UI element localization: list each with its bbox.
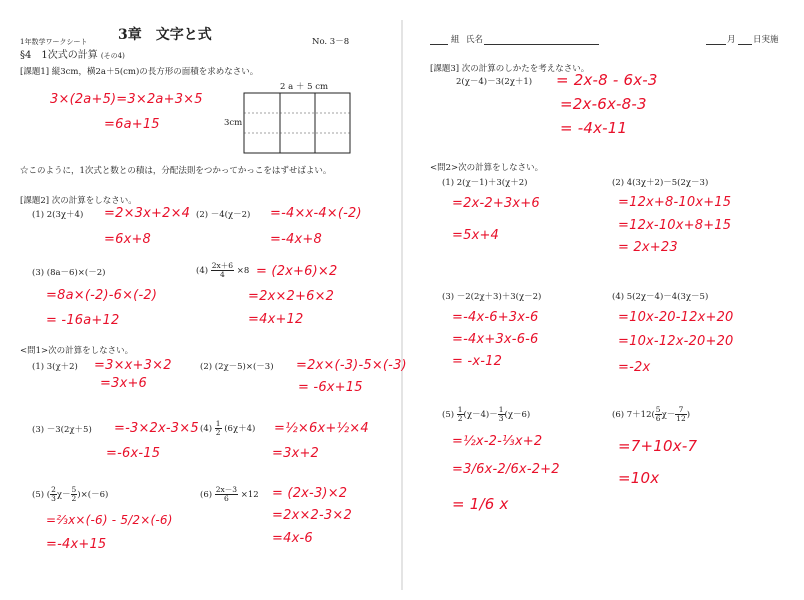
problem-label: (2) xyxy=(196,210,209,220)
problem-expression: (2χ－5)×(－3) xyxy=(214,362,274,372)
q1-problem-5: (5) ( $\frac{2}{3}$ χ－ $\frac{5}{2}$ )×(－6) xyxy=(32,485,109,503)
fraction-denominator: 2 xyxy=(71,494,77,503)
q1-problem-2 xyxy=(200,362,274,373)
task3-answer-2: =2x-6x-8-3 xyxy=(560,95,647,113)
day-label: 日実施 xyxy=(753,35,779,45)
q2-problem-2 xyxy=(612,178,708,189)
q2-problem-3 xyxy=(442,292,541,303)
problem-label: (6) xyxy=(612,410,625,420)
fraction-numerator: 5 xyxy=(71,485,77,494)
task3-prompt: [課題3] 次の計算のしかたを考えなさい。 xyxy=(430,64,590,74)
problem-expression: 2(χ－1)＋3(χ＋2) xyxy=(456,178,528,188)
fraction-denominator: 12 xyxy=(676,414,686,423)
class-label: 組 xyxy=(451,35,460,45)
problem-label: (1) xyxy=(32,210,45,220)
fraction xyxy=(211,262,234,279)
fraction-numerator: 7 xyxy=(675,406,687,415)
task2-2-answer-2: =-4x+8 xyxy=(270,232,322,247)
worksheet-number: No. 3－8 xyxy=(312,37,350,47)
task3-answer-1: = 2x-8 - 6x-3 xyxy=(556,71,658,89)
task2-4-answer-2: =4x+12 xyxy=(248,312,304,327)
q1-2-answer-2: = -6x+15 xyxy=(298,380,363,395)
fraction xyxy=(457,406,464,423)
q2-prompt: <問2>次の計算をしなさい。 xyxy=(430,163,544,173)
q2-5-answer-3: = 1/6 x xyxy=(452,495,509,513)
section-title xyxy=(20,50,125,62)
problem-label: (6) xyxy=(200,490,213,500)
problem-expression: χ－ xyxy=(661,410,676,420)
rect-top-label: 2 a ＋ 5 cm xyxy=(280,82,329,92)
task2-1-answer-1: =2×3x+2×4 xyxy=(104,206,191,221)
task3-expression: 2(χ－4)－3(2χ＋1) xyxy=(456,77,533,87)
task2-problem-2 xyxy=(196,210,250,221)
q1-2-answer-1: =2x×(-3)-5×(-3) xyxy=(296,358,407,373)
problem-label: (1) xyxy=(442,178,455,188)
q2-5-answer-1: =½x-2-⅓x+2 xyxy=(452,434,543,449)
fraction xyxy=(655,406,662,423)
q2-4-answer-2: =10x-12x-20+20 xyxy=(618,334,734,349)
q1-6-answer-2: =2x×2-3×2 xyxy=(272,508,352,523)
fraction-denominator: 6 xyxy=(224,494,229,503)
fraction-numerator: 2x－3 xyxy=(215,485,238,494)
q1-1-answer-2: =3x+6 xyxy=(100,376,148,391)
problem-expression: ×(－6) xyxy=(80,490,109,500)
q2-5-answer-2: =3/6x-2/6x-2+2 xyxy=(452,462,560,477)
q2-problem-1 xyxy=(442,178,527,189)
q2-2-answer-3: = 2x+23 xyxy=(618,240,678,255)
problem-label: (1) xyxy=(32,362,45,372)
problem-expression: ) xyxy=(686,410,691,420)
task2-3-answer-1: =8a×(-2)-6×(-2) xyxy=(46,288,158,303)
problem-label: (5) xyxy=(32,490,45,500)
month-blank[interactable] xyxy=(706,44,726,45)
fraction xyxy=(675,406,687,423)
q1-4-answer-1: =½×6x+½×4 xyxy=(274,421,369,436)
section-name: §4 1次式の計算 xyxy=(20,50,98,61)
fraction-numerator: 2x＋6 xyxy=(211,261,234,270)
fraction xyxy=(215,486,238,503)
fraction-denominator: 3 xyxy=(498,414,504,423)
problem-expression: －4(χ－2) xyxy=(210,210,251,220)
rect-side-label: 3cm xyxy=(224,118,243,128)
fraction-denominator: 4 xyxy=(220,270,225,279)
chapter-title: 3章 文字と式 xyxy=(118,27,212,43)
problem-expression: (χ－4)－ xyxy=(463,410,498,420)
name-blank[interactable] xyxy=(484,44,599,45)
q2-6-answer-2: =10x xyxy=(618,469,660,487)
fraction-denominator: 2 xyxy=(215,428,221,437)
fraction xyxy=(71,486,78,503)
problem-multiplier: ×8 xyxy=(236,266,250,276)
q2-3-answer-3: = -x-12 xyxy=(452,354,503,369)
fraction-denominator: 2 xyxy=(457,414,463,423)
problem-label: (4) xyxy=(200,424,213,434)
task2-prompt: [課題2] 次の計算をしなさい。 xyxy=(20,196,137,206)
q2-2-answer-1: =12x+8-10x+15 xyxy=(618,195,732,210)
q1-problem-6 xyxy=(200,486,259,503)
fraction xyxy=(50,486,57,503)
problem-expression: 4(3χ＋2)－5(2χ－3) xyxy=(626,178,709,188)
rectangle-diagram xyxy=(244,93,350,153)
q1-5-answer-1: =⅔x×(-6) - 5/2×(-6) xyxy=(46,513,173,527)
problem-label: (5) xyxy=(442,410,455,420)
q2-problem-5 xyxy=(442,406,530,423)
q1-6-answer-1: = (2x-3)×2 xyxy=(272,486,348,501)
task1-prompt: [課題1] 縦3cm，横2a＋5(cm)の長方形の面積を求めなさい。 xyxy=(20,67,259,77)
fraction xyxy=(498,406,505,423)
task3-answer-3: = -4x-11 xyxy=(560,119,628,137)
fraction-numerator: 1 xyxy=(498,405,504,414)
problem-expression: 3(χ＋2) xyxy=(46,362,78,372)
month-label: 月 xyxy=(727,35,736,45)
problem-label: (4) xyxy=(196,266,209,276)
problem-expression: (χ－6) xyxy=(504,410,531,420)
task2-problem-1 xyxy=(32,210,83,221)
q1-prompt: <問1>次の計算をしなさい。 xyxy=(20,346,134,356)
day-blank[interactable] xyxy=(738,44,752,45)
q2-6-answer-1: =7+10x-7 xyxy=(618,437,698,455)
q1-3-answer-1: =-3×2x-3×5 xyxy=(114,421,199,436)
task2-2-answer-1: =-4×x-4×(-2) xyxy=(270,206,362,221)
problem-expression: －3(2χ＋5) xyxy=(46,425,92,435)
q1-problem-3 xyxy=(32,425,92,436)
task2-4-answer-0: = (2x+6)×2 xyxy=(256,264,338,279)
q2-3-answer-1: =-4x-6+3x-6 xyxy=(452,310,539,325)
problem-expression: ×12 xyxy=(240,490,259,500)
q1-3-answer-2: =-6x-15 xyxy=(106,446,161,461)
task1-answer-line2: =6a+15 xyxy=(104,117,160,132)
q2-3-answer-2: =-4x+3x-6-6 xyxy=(452,332,539,347)
problem-label: (3) xyxy=(32,425,45,435)
q1-6-answer-3: =4x-6 xyxy=(272,531,313,546)
problem-label: (3) xyxy=(32,268,45,278)
q2-1-answer-2: =5x+4 xyxy=(452,228,500,243)
fraction xyxy=(215,420,222,437)
task2-1-answer-2: =6x+8 xyxy=(104,232,152,247)
q1-4-answer-2: =3x+2 xyxy=(272,446,320,461)
distributive-note: ☆このように，1次式と数との積は，分配法則をつかってかっこをはずせばよい。 xyxy=(20,166,332,176)
task2-problem-4 xyxy=(196,262,249,279)
task1-answer-line1: 3×(2a+5)=3×2a+3×5 xyxy=(50,92,203,107)
class-blank[interactable] xyxy=(430,44,448,45)
section-sub: (その4) xyxy=(100,52,125,60)
problem-label: (3) xyxy=(442,292,455,302)
problem-expression: 2(3χ＋4) xyxy=(46,210,84,220)
fraction-denominator: 6 xyxy=(655,414,661,423)
q2-2-answer-2: =12x-10x+8+15 xyxy=(618,218,732,233)
problem-expression: 5(2χ－4)－4(3χ－5) xyxy=(626,292,709,302)
fraction-numerator: 1 xyxy=(215,419,221,428)
name-label: 氏名 xyxy=(466,35,484,45)
worksheet-label: 1年数学ワークシート xyxy=(20,38,88,46)
q2-4-answer-1: =10x-20-12x+20 xyxy=(618,310,734,325)
problem-expression: (6χ＋4) xyxy=(224,424,256,434)
fraction-numerator: 5 xyxy=(655,405,661,414)
fraction-numerator: 1 xyxy=(457,405,463,414)
q2-4-answer-3: =-2x xyxy=(618,360,651,375)
q1-5-answer-2: =-4x+15 xyxy=(46,537,107,552)
problem-expression: －2(2χ＋3)＋3(χ－2) xyxy=(456,292,542,302)
q1-problem-4 xyxy=(200,420,255,437)
task2-3-answer-2: = -16a+12 xyxy=(46,313,120,328)
q2-problem-6 xyxy=(612,406,690,423)
task2-4-answer-1: =2x×2+6×2 xyxy=(248,289,335,304)
problem-label: (2) xyxy=(612,178,625,188)
problem-label: (4) xyxy=(612,292,625,302)
problem-label: (2) xyxy=(200,362,213,372)
q1-1-answer-1: =3×x+3×2 xyxy=(94,358,172,373)
q2-problem-4 xyxy=(612,292,708,303)
fraction-numerator: 2 xyxy=(51,485,56,494)
problem-expression: (8a－6)×(－2) xyxy=(46,268,106,278)
q2-1-answer-1: =2x-2+3x+6 xyxy=(452,196,540,211)
problem-expression: 7＋12( xyxy=(626,410,655,420)
q1-problem-1 xyxy=(32,362,78,373)
rectangle-outline xyxy=(244,93,350,153)
task2-problem-3 xyxy=(32,268,105,279)
fraction-denominator: 3 xyxy=(51,494,56,503)
